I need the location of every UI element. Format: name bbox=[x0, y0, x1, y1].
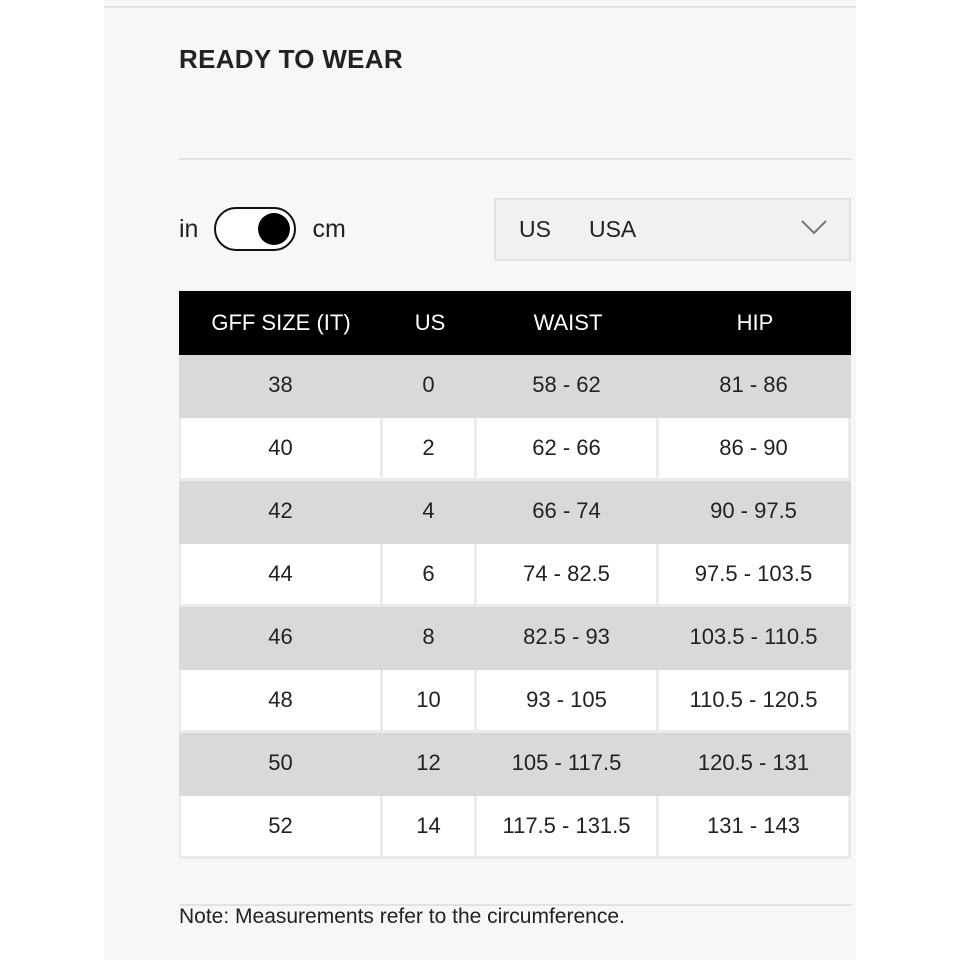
cell-hip: 81 - 86 bbox=[659, 355, 851, 418]
column-header-waist: WAIST bbox=[477, 291, 659, 355]
region-code: US bbox=[519, 216, 551, 242]
cell-us-size: 8 bbox=[383, 607, 477, 670]
table-header-row bbox=[179, 291, 851, 355]
cell-gff-size: 48 bbox=[179, 670, 383, 733]
column-header-hip: HIP bbox=[659, 291, 851, 355]
cell-gff-size: 52 bbox=[179, 796, 383, 859]
cell-gff-size: 44 bbox=[179, 544, 383, 607]
cell-hip: 131 - 143 bbox=[659, 796, 851, 859]
cell-gff-size: 40 bbox=[179, 418, 383, 481]
column-header-gff-size: GFF SIZE (IT) bbox=[179, 291, 383, 355]
cell-hip: 103.5 - 110.5 bbox=[659, 607, 851, 670]
cell-hip: 110.5 - 120.5 bbox=[659, 670, 851, 733]
cell-hip: 86 - 90 bbox=[659, 418, 851, 481]
cell-waist: 62 - 66 bbox=[477, 418, 659, 481]
cell-gff-size: 50 bbox=[179, 733, 383, 796]
cell-waist: 58 - 62 bbox=[477, 355, 659, 418]
cell-waist: 82.5 - 93 bbox=[477, 607, 659, 670]
table-row bbox=[179, 607, 851, 670]
cell-waist: 117.5 - 131.5 bbox=[477, 796, 659, 859]
unit-label-cm[interactable]: cm bbox=[312, 214, 346, 243]
unit-label-in[interactable]: in bbox=[179, 214, 199, 243]
table-row bbox=[179, 355, 851, 418]
measurement-note: Note: Measurements refer to the circumference. bbox=[179, 905, 625, 928]
cell-us-size: 0 bbox=[383, 355, 477, 418]
unit-switcher bbox=[179, 198, 346, 260]
region-name: USA bbox=[588, 216, 637, 242]
cell-gff-size: 38 bbox=[179, 355, 383, 418]
cell-waist: 74 - 82.5 bbox=[477, 544, 659, 607]
region-select[interactable] bbox=[494, 198, 851, 261]
unit-toggle[interactable] bbox=[214, 207, 296, 251]
chevron-down-icon bbox=[801, 218, 827, 236]
cell-waist: 93 - 105 bbox=[477, 670, 659, 733]
title-divider bbox=[179, 158, 852, 160]
cell-us-size: 12 bbox=[383, 733, 477, 796]
panel-top-divider bbox=[104, 6, 856, 8]
table-row bbox=[179, 418, 851, 481]
table-row bbox=[179, 670, 851, 733]
cell-us-size: 6 bbox=[383, 544, 477, 607]
table-row bbox=[179, 481, 851, 544]
cell-waist: 105 - 117.5 bbox=[477, 733, 659, 796]
table-row bbox=[179, 796, 851, 859]
cell-hip: 97.5 - 103.5 bbox=[659, 544, 851, 607]
cell-hip: 90 - 97.5 bbox=[659, 481, 851, 544]
section-title: READY TO WEAR bbox=[179, 44, 403, 74]
cell-us-size: 10 bbox=[383, 670, 477, 733]
table-row bbox=[179, 733, 851, 796]
cell-us-size: 14 bbox=[383, 796, 477, 859]
column-header-us: US bbox=[383, 291, 477, 355]
cell-gff-size: 42 bbox=[179, 481, 383, 544]
cell-us-size: 2 bbox=[383, 418, 477, 481]
cell-hip: 120.5 - 131 bbox=[659, 733, 851, 796]
cell-us-size: 4 bbox=[383, 481, 477, 544]
cell-gff-size: 46 bbox=[179, 607, 383, 670]
cell-waist: 66 - 74 bbox=[477, 481, 659, 544]
table-row bbox=[179, 544, 851, 607]
size-table bbox=[179, 291, 851, 859]
toggle-knob bbox=[258, 213, 290, 245]
